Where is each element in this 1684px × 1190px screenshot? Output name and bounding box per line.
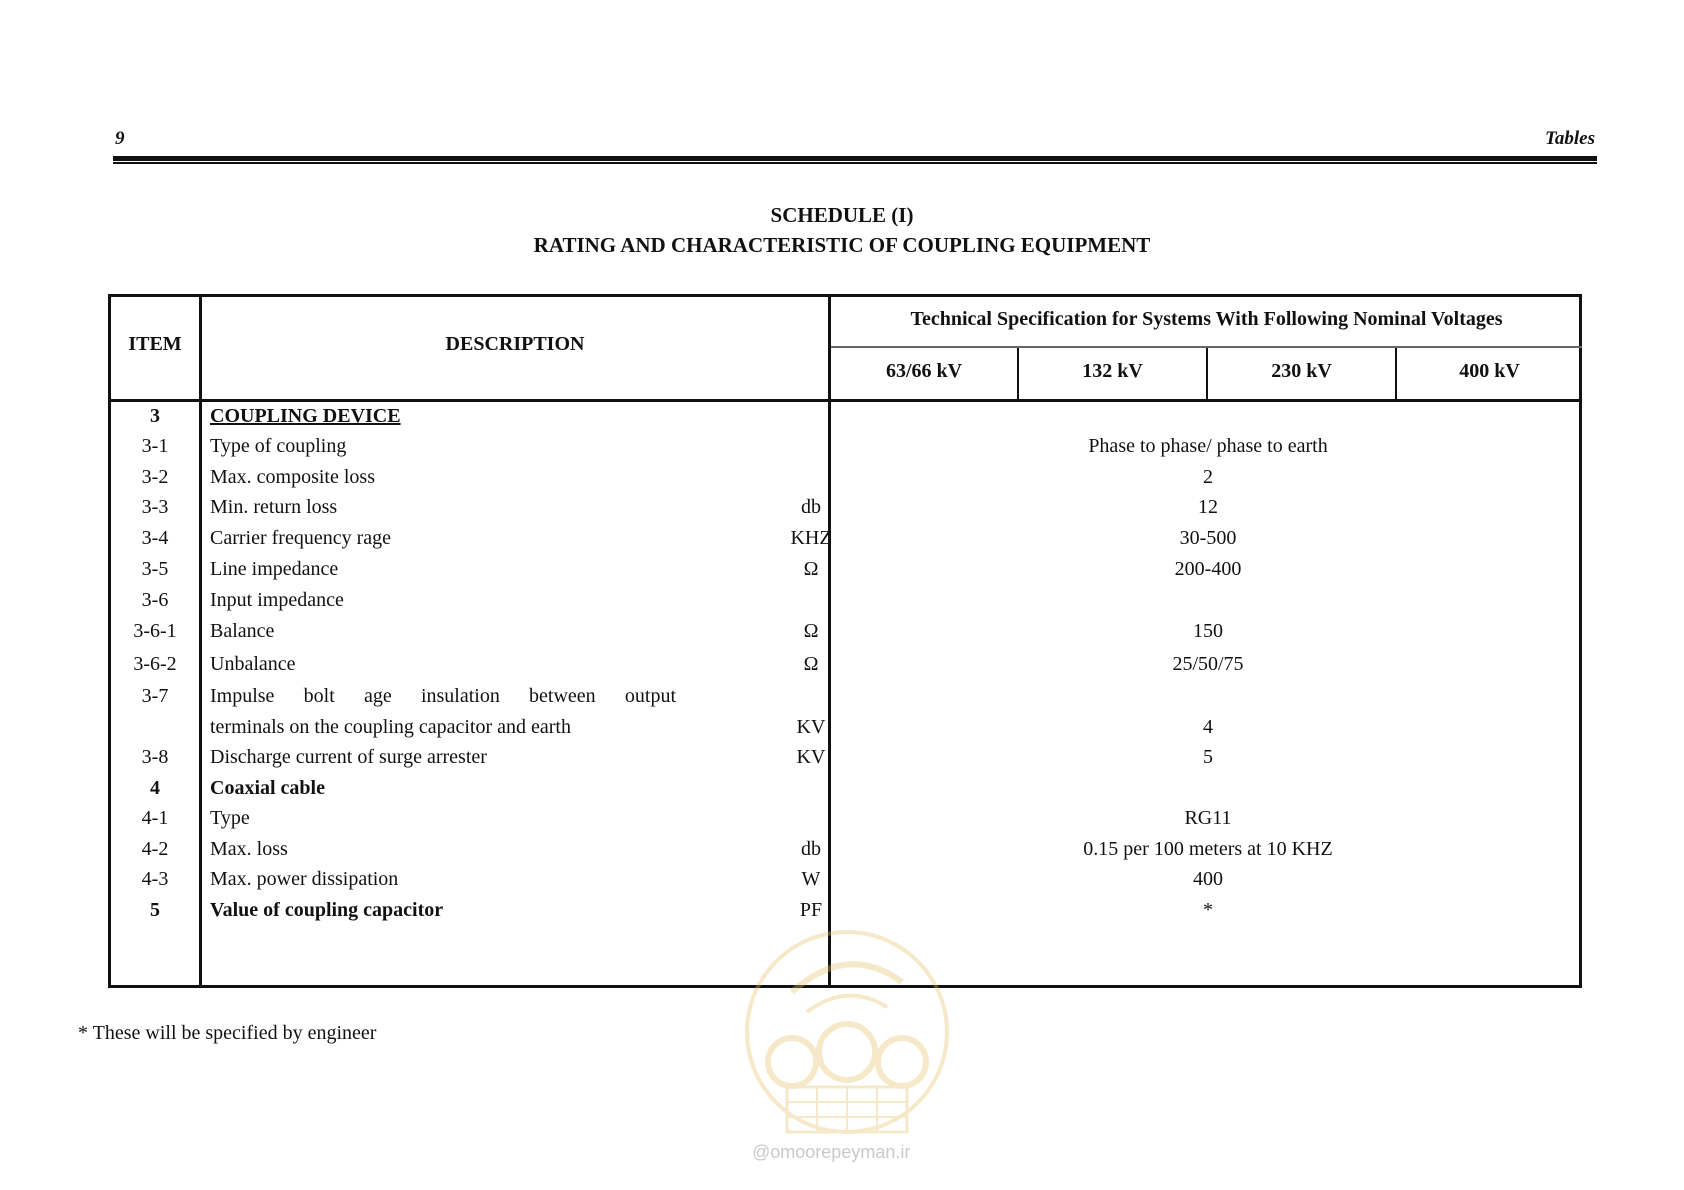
- row-unit: db: [801, 838, 821, 860]
- row-description: Max. power dissipation: [210, 868, 399, 890]
- table-row: [111, 496, 1585, 526]
- row-item: 4-2: [141, 838, 169, 860]
- row-item: 3-6: [141, 589, 169, 611]
- header-description: DESCRIPTION: [445, 333, 585, 355]
- row-description: Coaxial cable: [210, 777, 325, 799]
- table-row: [111, 558, 1585, 588]
- header-rule-thin: [113, 162, 1597, 164]
- row-item: 4-1: [141, 807, 169, 829]
- header-rule: [113, 156, 1597, 161]
- row-description: Unbalance: [210, 653, 296, 675]
- table-row: [111, 466, 1585, 496]
- table-row: [111, 685, 1585, 715]
- watermark-logo-icon: [737, 922, 957, 1172]
- row-item: 3-6-1: [133, 620, 177, 642]
- row-item: 3-4: [141, 527, 169, 549]
- row-item: 4: [150, 777, 160, 799]
- row-item: 3-7: [141, 685, 169, 707]
- footnote: * These will be specified by engineer: [78, 1022, 377, 1044]
- row-description: Value of coupling capacitor: [210, 899, 444, 921]
- schedule-title: SCHEDULE (I): [770, 203, 914, 227]
- row-description: Type of coupling: [210, 435, 347, 457]
- header-voltage-132: 132 kV: [1082, 360, 1143, 382]
- row-unit: PF: [799, 899, 823, 921]
- row-item: 5: [150, 899, 160, 921]
- row-value: 25/50/75: [1172, 653, 1244, 675]
- row-description: COUPLING DEVICE: [210, 405, 401, 427]
- row-description: Max. loss: [210, 838, 288, 860]
- row-item: 3-2: [141, 466, 169, 488]
- row-unit: KHZ: [790, 527, 832, 549]
- row-description: Line impedance: [210, 558, 339, 580]
- row-value: 4: [1203, 716, 1213, 738]
- row-value: 2: [1203, 466, 1213, 488]
- header-voltage-group: Technical Specification for Systems With Following Nominal Voltages: [910, 308, 1503, 330]
- row-value: 30-500: [1179, 527, 1237, 549]
- group-header-rule: [831, 346, 1582, 348]
- spec-table: [108, 294, 1582, 988]
- header-voltage-230: 230 kV: [1271, 360, 1332, 382]
- table-row: [111, 435, 1585, 465]
- watermark-text: @omoorepeyman.ir: [752, 1142, 911, 1162]
- table-row: [111, 777, 1585, 807]
- row-value: 0.15 per 100 meters at 10 KHZ: [1083, 838, 1333, 860]
- row-value: Phase to phase/ phase to earth: [1088, 435, 1328, 457]
- row-item: 3-8: [141, 746, 169, 768]
- table-row: [111, 620, 1585, 650]
- row-unit: KV: [796, 746, 826, 768]
- row-description: Carrier frequency rage: [210, 527, 391, 549]
- page-number: 9: [115, 128, 125, 149]
- table-row: [111, 405, 1585, 435]
- table-row: [111, 527, 1585, 557]
- row-description: Discharge current of surge arrester: [210, 746, 487, 768]
- row-value: *: [1203, 899, 1213, 921]
- row-unit: Ω: [803, 620, 819, 642]
- row-description: Balance: [210, 620, 275, 642]
- row-unit: Ω: [803, 558, 819, 580]
- row-item: 3: [150, 405, 160, 427]
- row-item: 3-6-2: [133, 653, 177, 675]
- table-row: [111, 746, 1585, 776]
- row-description: terminals on the coupling capacitor and earth: [210, 716, 571, 738]
- row-unit: W: [801, 868, 821, 890]
- row-unit: KV: [796, 716, 826, 738]
- table-row: [111, 868, 1585, 898]
- row-description: Impulse bolt age insulation between output: [210, 685, 676, 707]
- row-unit: db: [801, 496, 821, 518]
- header-item: ITEM: [128, 333, 182, 355]
- row-item: 3-1: [141, 435, 169, 457]
- row-description: Max. composite loss: [210, 466, 375, 488]
- row-unit: Ω: [803, 653, 819, 675]
- row-value: 150: [1193, 620, 1223, 642]
- header-voltage-400: 400 kV: [1459, 360, 1520, 382]
- table-row: [111, 716, 1585, 746]
- row-value: 400: [1193, 868, 1223, 890]
- row-description: Min. return loss: [210, 496, 338, 518]
- table-row: [111, 838, 1585, 868]
- row-value: 5: [1203, 746, 1213, 768]
- row-item: 3-3: [141, 496, 169, 518]
- row-item: 3-5: [141, 558, 169, 580]
- table-row: [111, 807, 1585, 837]
- schedule-subtitle: RATING AND CHARACTERISTIC OF COUPLING EQUIPMENT: [533, 233, 1151, 257]
- row-description: Type: [210, 807, 250, 829]
- row-value: RG11: [1184, 807, 1232, 829]
- row-description: Input impedance: [210, 589, 344, 611]
- table-row: [111, 589, 1585, 619]
- header-bottom-rule: [111, 399, 1582, 402]
- row-value: 200-400: [1174, 558, 1242, 580]
- table-row: [111, 653, 1585, 683]
- row-item: 4-3: [141, 868, 169, 890]
- running-head: [115, 128, 1595, 152]
- row-value: 12: [1198, 496, 1218, 518]
- header-voltage-63: 63/66 kV: [885, 360, 963, 382]
- section-name: Tables: [1545, 128, 1595, 149]
